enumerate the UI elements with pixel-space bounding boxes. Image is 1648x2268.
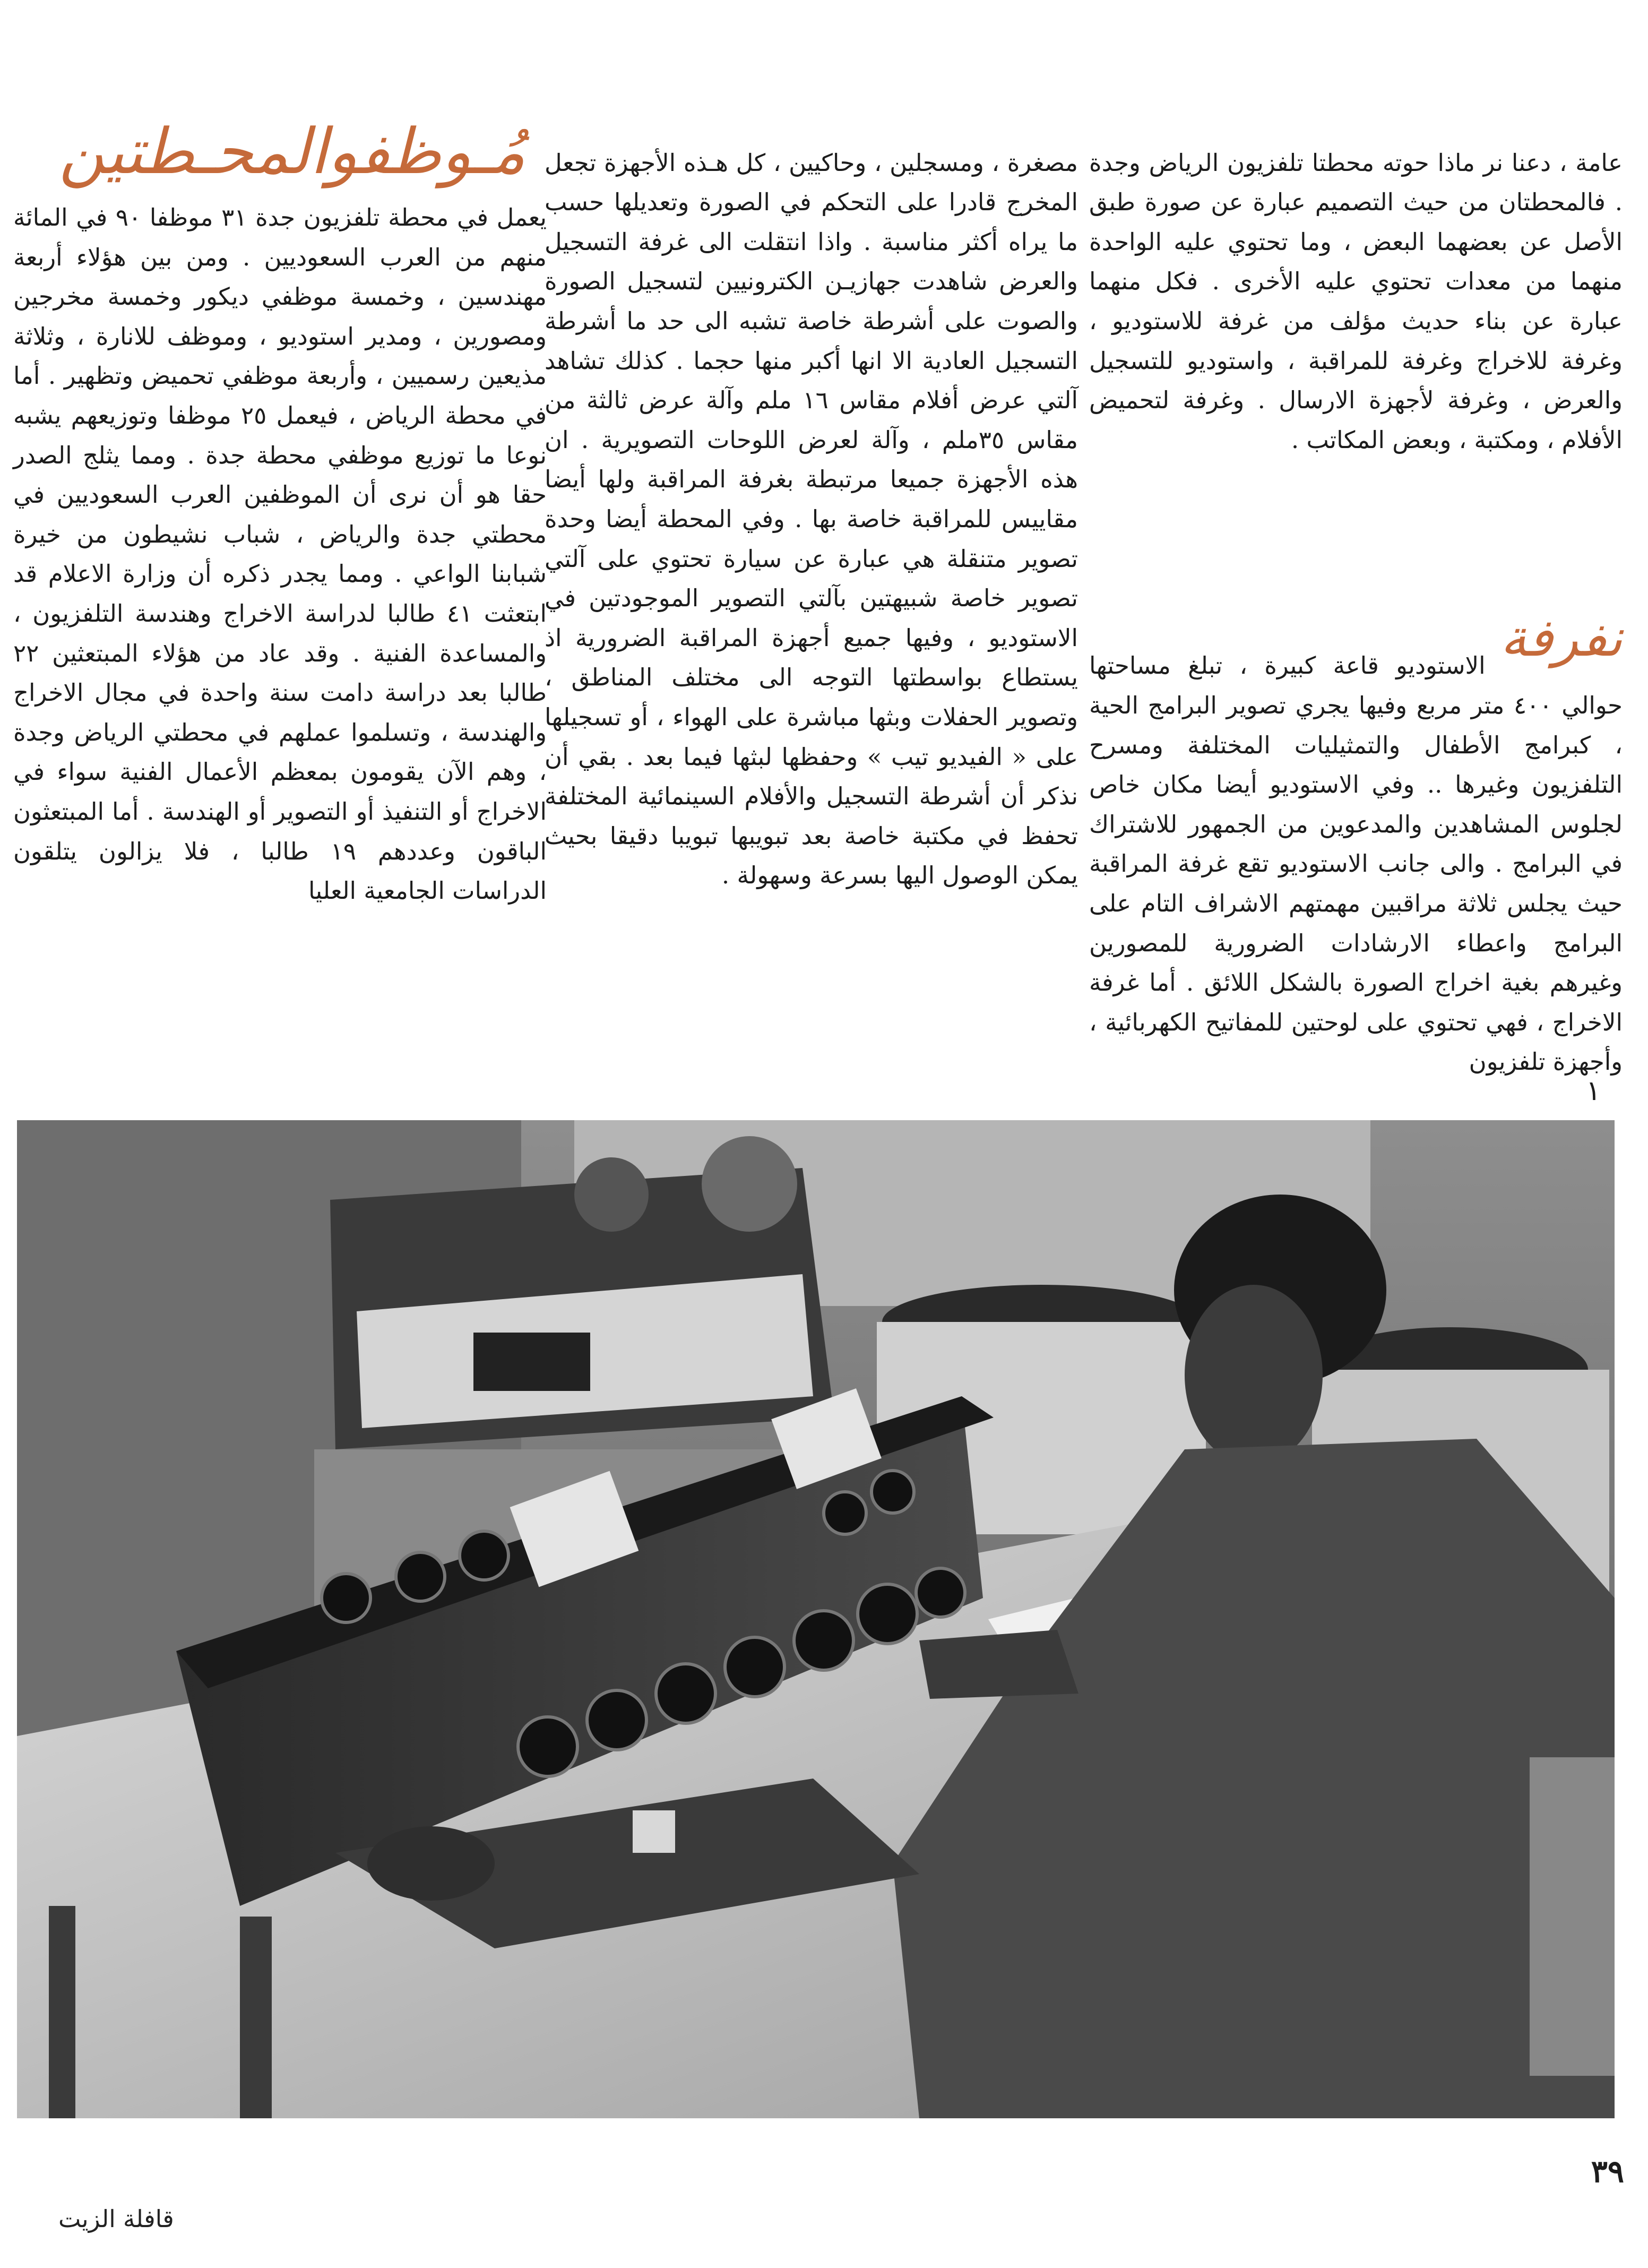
paragraph-staff: يعمل في محطة تلفزيون جدة ٣١ موظفا ٩٠ في المائة منهم من العرب السعوديين . ومن بين هؤلاء أربعة مهندسين ، وخمسة موظفي ديكور وخمسة مخرجين ومصورين ، ومدير استوديو ، وموظف للانارة ، وثلاثة مذيعين رسميين ، وأربعة موظفي تحميض وتظهير . أما في محطة الرياض ، فيعمل ٢٥ موظفا وتوزيعهم يشبه نوعا ما توزيع موظفي محطة جدة . ومما يثلج الصدر حقا هو أن نرى أن الموظفين العرب السعوديين في محطتي جدة والرياض ، شباب نشيطون من خيرة شبابنا الواعي . ومما يجدر ذكره أن وزارة الاعلام قد ابتعثت ٤١ طالبا لدراسة الاخراج وهندسة التلفزيون ، والمساعدة الفنية . وقد عاد من هؤلاء المبتعثين ٢٢ طالبا بعد دراسة دامت سنة واحدة في مجال الاخراج والهندسة ، وتسلموا عملهم في محطتي الرياض وجدة ، وهم الآن يقومون بمعظم الأعمال الفنية سواء في الاخراج أو التنفيذ أو التصوير أو الهندسة . أما المبتعثون الباقون وعددهم ١٩ طالبا ، فلا يزالون يتلقون الدراسات الجامعية العليا — [13, 203, 547, 905]
magazine-name: قافلة الزيت — [58, 2205, 174, 2233]
paragraph-control-rooms: مصغرة ، ومسجلين ، وحاكيين ، كل هـذه الأجهزة تجعل المخرج قادرا على التحكم في الصورة وتعديلها حسب ما يراه أكثر مناسبة . واذا انتقلت الى غرفة التسجيل والعرض شاهدت جهازيـن الكترونيين لتسجيل الصورة والصوت على أشرطة خاصة تشبه الى حد ما أشرطة التسجيل العادية الا انها أكبر منها حجما . كذلك تشاهد آلتي عرض أفلام مقاس ١٦ ملم وآلة عرض ثالثة من مقاس ٣٥ملم ، وآلة لعرض اللوحات التصويرية . ان هذه الأجهزة جميعا مرتبطة بغرفة المراقبة ولها أيضا مقاييس للمراقبة خاصة بها . وفي المحطة أيضا وحدة تصوير متنقلة هي عبارة عن سيارة تحتوي على آلتي تصوير خاصة شبيهتين بآلتي التصوير الموجودتين في الاستوديو ، وفيها جميع أجهزة المراقبة الضرورية اذ يستطاع بواسطتها التوجه الى مختلف المناطق ، وتصوير الحفلات وبثها مباشرة على الهواء ، أو تسجيلها على « الفيديو تيب » وحفظها لبثها فيما بعد . بقي أن نذكر أن أشرطة التسجيل والأفلام السينمائية المختلفة تحفظ في مكتبة خاصة بعد تبويبها تبويبا دقيقا بحيث يمكن الوصول اليها بسرعة وسهولة . — [545, 148, 1078, 890]
paragraph-studio: الاستوديو قاعة كبيرة ، تبلغ مساحتها حوالي ٤٠٠ متر مربع وفيها يجري تصوير البرامج الحية ، كبرامج الأطفال والتمثيليات المختلفة ومسرح التلفزيون وغيرها .. وفي الاستوديو أيضا مكان خاص لجلوس المشاهدين والمدعوين من الجمهور للاشتراك في البرامج . والى جانب الاستوديو تقع غرفة المراقبة حيث يجلس ثلاثة مراقبين مهمتهم الاشراف التام على البرامج واعطاء الارشادات الضرورية للمصورين وغيرهم بغية اخراج الصورة بالشكل اللائق . أما غرفة الاخراج ، فهي تحتوي على لوحتين للمفاتيح الكهربائية ، وأجهزة تلفزيون — [1089, 651, 1623, 1076]
section-heading-room: نفرفة — [1500, 607, 1623, 668]
paragraph-stations-overview: عامة ، دعنا نر ماذا حوته محطتا تلفزيون الرياض وجدة . فالمحطتان من حيث التصميم عبارة عن صورة طبق الأصل عن بعضهما البعض ، وما تحتوي عليه الواحدة منهما من معدات تحتوي عليه الأخرى . فكل منهما عبارة عن بناء حديث مؤلف من غرفة للاستوديو ، وغرفة للاخراج وغرفة للمراقبة ، واستوديو للتسجيل والعرض ، وغرفة لأجهزة الارسال . وغرفة لتحميض الأفلام ، ومكتبة ، وبعض المكاتب . — [1089, 148, 1623, 454]
studio-section — [1089, 567, 1623, 1076]
photo-control-room — [17, 1120, 1615, 2118]
photo-control-room-image — [17, 1120, 1615, 2118]
article-column-right — [1089, 104, 1623, 1076]
section-heading-staff: مُـوظفوالمحـطتين — [59, 115, 525, 188]
photo-marker: ١ — [1586, 1075, 1601, 1107]
page-number: ٣٩ — [1591, 2153, 1624, 2189]
article-column-middle — [545, 104, 1078, 1149]
